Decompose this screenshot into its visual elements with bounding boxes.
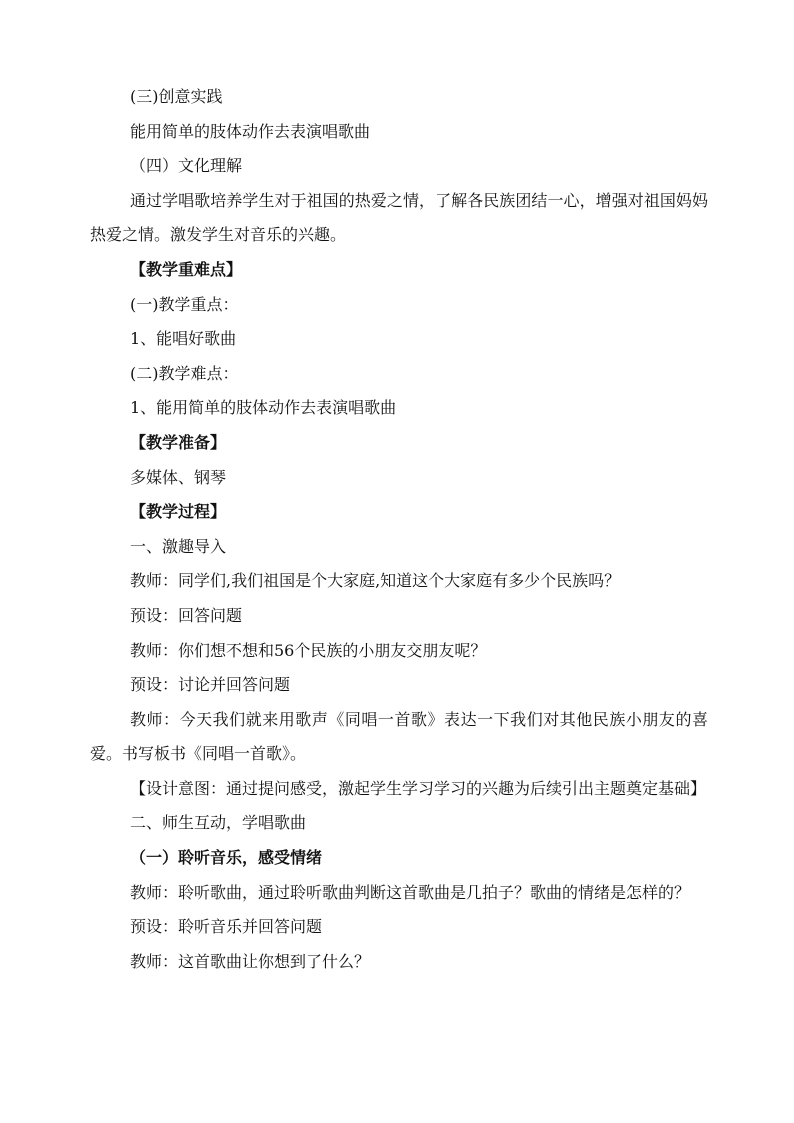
section-heading-preparation: 【教学准备】 [130,432,227,452]
section-heading-key-points: 【教学重难点】 [130,259,243,279]
subheading-listening: （一）聆听音乐，感受情绪 [130,848,323,868]
dialogue-teacher: 教师：你们想不想和56个民族的小朋友交朋友呢？ [130,640,487,660]
dialogue-expected: 预设：聆听音乐并回答问题 [130,917,323,937]
paragraph: 通过学唱歌培养学生对于祖国的热爱之情，了解各民族团结一心，增强对祖国妈妈热爱之情。激发学生对音乐的兴趣。 [90,190,708,245]
dialogue-teacher: 教师：同学们,我们祖国是个大家庭,知道这个大家庭有多少个民族吗？ [130,571,621,591]
list-item: 1、能用简单的肢体动作去表演唱歌曲 [130,398,397,418]
subheading-introduction: 一、激趣导入 [130,536,227,556]
dialogue-teacher: 教师：聆听歌曲，通过聆听歌曲判断这首歌曲是几拍子？歌曲的情绪是怎样的？ [130,882,691,902]
design-intent-note: 【设计意图：通过提问感受，激起学生学习学习的兴趣为后续引出主题奠定基础】 [130,778,707,798]
dialogue-teacher: 教师：今天我们就来用歌声《同唱一首歌》表达一下我们对其他民族小朋友的喜爱。书写板书《同唱一首歌》。 [90,709,708,764]
dialogue-teacher: 教师：这首歌曲让你想到了什么？ [130,951,371,971]
list-item: 1、能唱好歌曲 [130,329,237,349]
section-heading-process: 【教学过程】 [130,502,227,522]
subheading-creative-practice: (三)创意实践 [130,87,223,106]
paragraph: 多媒体、钢琴 [130,467,227,487]
dialogue-expected: 预设：讨论并回答问题 [130,675,291,695]
document-body [90,80,708,979]
subheading-interaction: 二、师生互动，学唱歌曲 [130,813,307,833]
dialogue-expected: 预设：回答问题 [130,605,243,625]
subheading-cultural-understanding: （四）文化理解 [130,156,243,176]
subheading-teaching-difficulty: (二)教学难点： [130,363,239,383]
paragraph: 能用简单的肢体动作去表演唱歌曲 [130,121,371,141]
subheading-teaching-focus: (一)教学重点： [130,294,239,314]
